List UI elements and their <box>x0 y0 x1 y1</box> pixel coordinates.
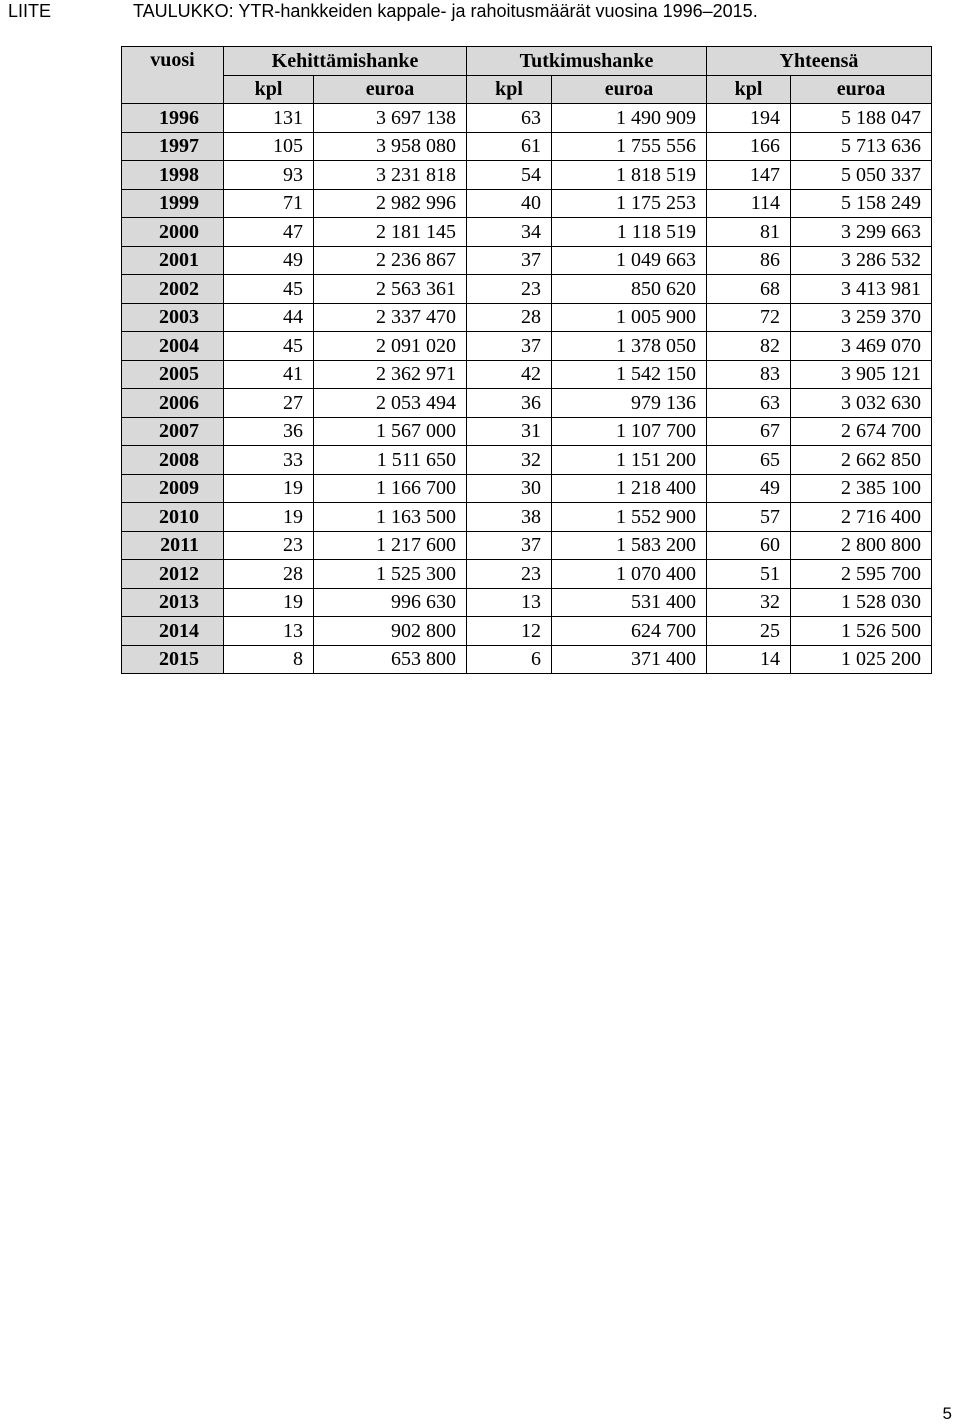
cell-yhteensa-kpl: 82 <box>707 332 791 361</box>
subheader-kpl: kpl <box>467 75 552 104</box>
cell-tutkimushanke-kpl: 31 <box>467 417 552 446</box>
cell-year: 2000 <box>122 218 224 247</box>
cell-yhteensa-euroa: 2 662 850 <box>791 446 932 475</box>
cell-yhteensa-euroa: 5 050 337 <box>791 161 932 190</box>
cell-kehittamishanke-kpl: 36 <box>224 417 314 446</box>
cell-tutkimushanke-kpl: 13 <box>467 588 552 617</box>
table-row <box>122 275 932 304</box>
table-row <box>122 560 932 589</box>
subheader-euroa: euroa <box>552 75 707 104</box>
cell-tutkimushanke-euroa: 1 490 909 <box>552 104 707 133</box>
cell-yhteensa-euroa: 5 188 047 <box>791 104 932 133</box>
cell-yhteensa-kpl: 83 <box>707 360 791 389</box>
cell-kehittamishanke-euroa: 1 525 300 <box>314 560 467 589</box>
cell-kehittamishanke-euroa: 2 053 494 <box>314 389 467 418</box>
cell-yhteensa-kpl: 67 <box>707 417 791 446</box>
cell-tutkimushanke-euroa: 1 118 519 <box>552 218 707 247</box>
cell-year: 2014 <box>122 617 224 646</box>
cell-yhteensa-euroa: 1 528 030 <box>791 588 932 617</box>
cell-tutkimushanke-kpl: 23 <box>467 275 552 304</box>
cell-tutkimushanke-euroa: 850 620 <box>552 275 707 304</box>
group-header-kehittamishanke: Kehittämishanke <box>224 47 467 76</box>
cell-kehittamishanke-kpl: 105 <box>224 132 314 161</box>
table-row <box>122 360 932 389</box>
cell-year: 2001 <box>122 246 224 275</box>
cell-tutkimushanke-euroa: 1 107 700 <box>552 417 707 446</box>
table-row <box>122 332 932 361</box>
cell-yhteensa-euroa: 2 716 400 <box>791 503 932 532</box>
page-number: 5 <box>942 1404 952 1423</box>
cell-tutkimushanke-euroa: 1 755 556 <box>552 132 707 161</box>
table-row <box>122 246 932 275</box>
cell-kehittamishanke-euroa: 1 163 500 <box>314 503 467 532</box>
cell-tutkimushanke-kpl: 30 <box>467 474 552 503</box>
cell-yhteensa-kpl: 81 <box>707 218 791 247</box>
cell-year: 2015 <box>122 645 224 674</box>
cell-kehittamishanke-euroa: 3 958 080 <box>314 132 467 161</box>
table-caption: TAULUKKO: YTR-hankkeiden kappale- ja rahoitusmäärät vuosina 1996–2015. <box>133 1 758 21</box>
cell-yhteensa-kpl: 60 <box>707 531 791 560</box>
table-row <box>122 617 932 646</box>
cell-kehittamishanke-euroa: 1 511 650 <box>314 446 467 475</box>
cell-kehittamishanke-kpl: 13 <box>224 617 314 646</box>
cell-tutkimushanke-euroa: 1 175 253 <box>552 189 707 218</box>
cell-yhteensa-euroa: 1 025 200 <box>791 645 932 674</box>
cell-yhteensa-kpl: 68 <box>707 275 791 304</box>
cell-yhteensa-kpl: 114 <box>707 189 791 218</box>
cell-yhteensa-euroa: 5 713 636 <box>791 132 932 161</box>
group-header-tutkimushanke: Tutkimushanke <box>467 47 707 76</box>
cell-kehittamishanke-kpl: 45 <box>224 275 314 304</box>
cell-tutkimushanke-kpl: 32 <box>467 446 552 475</box>
table-row <box>122 531 932 560</box>
cell-tutkimushanke-euroa: 1 378 050 <box>552 332 707 361</box>
cell-kehittamishanke-euroa: 996 630 <box>314 588 467 617</box>
cell-kehittamishanke-euroa: 1 166 700 <box>314 474 467 503</box>
cell-yhteensa-kpl: 14 <box>707 645 791 674</box>
cell-tutkimushanke-euroa: 1 151 200 <box>552 446 707 475</box>
cell-yhteensa-kpl: 65 <box>707 446 791 475</box>
cell-tutkimushanke-euroa: 1 818 519 <box>552 161 707 190</box>
cell-yhteensa-kpl: 32 <box>707 588 791 617</box>
cell-kehittamishanke-kpl: 8 <box>224 645 314 674</box>
cell-tutkimushanke-kpl: 63 <box>467 104 552 133</box>
cell-yhteensa-euroa: 3 905 121 <box>791 360 932 389</box>
cell-yhteensa-kpl: 25 <box>707 617 791 646</box>
table-row <box>122 389 932 418</box>
cell-kehittamishanke-kpl: 19 <box>224 474 314 503</box>
cell-yhteensa-kpl: 57 <box>707 503 791 532</box>
cell-tutkimushanke-kpl: 42 <box>467 360 552 389</box>
cell-year: 2009 <box>122 474 224 503</box>
cell-tutkimushanke-euroa: 1 005 900 <box>552 303 707 332</box>
cell-kehittamishanke-kpl: 47 <box>224 218 314 247</box>
cell-tutkimushanke-euroa: 531 400 <box>552 588 707 617</box>
cell-year: 2006 <box>122 389 224 418</box>
cell-tutkimushanke-euroa: 979 136 <box>552 389 707 418</box>
cell-yhteensa-euroa: 2 595 700 <box>791 560 932 589</box>
cell-year: 2002 <box>122 275 224 304</box>
cell-year: 1998 <box>122 161 224 190</box>
cell-kehittamishanke-kpl: 131 <box>224 104 314 133</box>
table-row <box>122 503 932 532</box>
cell-tutkimushanke-euroa: 1 070 400 <box>552 560 707 589</box>
table-body <box>122 104 932 674</box>
cell-tutkimushanke-euroa: 1 218 400 <box>552 474 707 503</box>
cell-kehittamishanke-kpl: 49 <box>224 246 314 275</box>
document-header <box>0 0 960 26</box>
cell-kehittamishanke-euroa: 2 236 867 <box>314 246 467 275</box>
cell-year: 2011 <box>122 531 224 560</box>
year-column-header: vuosi <box>122 47 224 104</box>
subheader-euroa: euroa <box>791 75 932 104</box>
cell-yhteensa-euroa: 2 800 800 <box>791 531 932 560</box>
cell-yhteensa-euroa: 3 299 663 <box>791 218 932 247</box>
table-row <box>122 303 932 332</box>
table-row <box>122 132 932 161</box>
cell-kehittamishanke-euroa: 3 697 138 <box>314 104 467 133</box>
cell-year: 2012 <box>122 560 224 589</box>
cell-year: 2010 <box>122 503 224 532</box>
cell-yhteensa-euroa: 3 469 070 <box>791 332 932 361</box>
cell-kehittamishanke-kpl: 28 <box>224 560 314 589</box>
cell-tutkimushanke-kpl: 23 <box>467 560 552 589</box>
cell-yhteensa-euroa: 2 385 100 <box>791 474 932 503</box>
cell-yhteensa-euroa: 2 674 700 <box>791 417 932 446</box>
cell-year: 2013 <box>122 588 224 617</box>
cell-tutkimushanke-kpl: 28 <box>467 303 552 332</box>
cell-kehittamishanke-kpl: 23 <box>224 531 314 560</box>
cell-year: 2007 <box>122 417 224 446</box>
cell-tutkimushanke-euroa: 1 049 663 <box>552 246 707 275</box>
cell-yhteensa-kpl: 51 <box>707 560 791 589</box>
cell-tutkimushanke-euroa: 1 542 150 <box>552 360 707 389</box>
cell-year: 2005 <box>122 360 224 389</box>
cell-kehittamishanke-euroa: 653 800 <box>314 645 467 674</box>
cell-yhteensa-kpl: 63 <box>707 389 791 418</box>
cell-kehittamishanke-kpl: 71 <box>224 189 314 218</box>
cell-yhteensa-euroa: 3 259 370 <box>791 303 932 332</box>
cell-yhteensa-kpl: 147 <box>707 161 791 190</box>
cell-year: 1997 <box>122 132 224 161</box>
cell-tutkimushanke-kpl: 12 <box>467 617 552 646</box>
subheader-kpl: kpl <box>707 75 791 104</box>
cell-tutkimushanke-kpl: 36 <box>467 389 552 418</box>
cell-kehittamishanke-euroa: 1 217 600 <box>314 531 467 560</box>
cell-kehittamishanke-kpl: 45 <box>224 332 314 361</box>
table-row <box>122 474 932 503</box>
cell-tutkimushanke-kpl: 54 <box>467 161 552 190</box>
cell-year: 2008 <box>122 446 224 475</box>
cell-kehittamishanke-kpl: 19 <box>224 588 314 617</box>
cell-tutkimushanke-kpl: 37 <box>467 531 552 560</box>
cell-kehittamishanke-euroa: 2 563 361 <box>314 275 467 304</box>
cell-kehittamishanke-kpl: 27 <box>224 389 314 418</box>
subheader-euroa: euroa <box>314 75 467 104</box>
table-row <box>122 104 932 133</box>
cell-kehittamishanke-euroa: 2 982 996 <box>314 189 467 218</box>
cell-yhteensa-euroa: 3 413 981 <box>791 275 932 304</box>
cell-kehittamishanke-euroa: 2 362 971 <box>314 360 467 389</box>
table-row <box>122 161 932 190</box>
cell-year: 1996 <box>122 104 224 133</box>
table-row <box>122 189 932 218</box>
cell-yhteensa-euroa: 1 526 500 <box>791 617 932 646</box>
cell-tutkimushanke-euroa: 1 552 900 <box>552 503 707 532</box>
funding-table <box>121 46 932 674</box>
subheader-kpl: kpl <box>224 75 314 104</box>
cell-kehittamishanke-kpl: 41 <box>224 360 314 389</box>
cell-kehittamishanke-euroa: 1 567 000 <box>314 417 467 446</box>
group-header-yhteensa: Yhteensä <box>707 47 932 76</box>
cell-kehittamishanke-euroa: 3 231 818 <box>314 161 467 190</box>
cell-kehittamishanke-euroa: 2 337 470 <box>314 303 467 332</box>
cell-yhteensa-kpl: 194 <box>707 104 791 133</box>
cell-tutkimushanke-kpl: 40 <box>467 189 552 218</box>
cell-tutkimushanke-euroa: 371 400 <box>552 645 707 674</box>
cell-year: 2004 <box>122 332 224 361</box>
cell-tutkimushanke-kpl: 61 <box>467 132 552 161</box>
table-row <box>122 218 932 247</box>
cell-yhteensa-euroa: 3 032 630 <box>791 389 932 418</box>
cell-yhteensa-kpl: 72 <box>707 303 791 332</box>
table-row <box>122 588 932 617</box>
cell-kehittamishanke-kpl: 44 <box>224 303 314 332</box>
cell-yhteensa-kpl: 166 <box>707 132 791 161</box>
cell-kehittamishanke-euroa: 2 181 145 <box>314 218 467 247</box>
cell-year: 2003 <box>122 303 224 332</box>
cell-yhteensa-euroa: 3 286 532 <box>791 246 932 275</box>
cell-tutkimushanke-kpl: 37 <box>467 246 552 275</box>
table-row <box>122 645 932 674</box>
subheader-row <box>122 75 932 104</box>
table-row <box>122 417 932 446</box>
cell-tutkimushanke-kpl: 6 <box>467 645 552 674</box>
cell-kehittamishanke-kpl: 93 <box>224 161 314 190</box>
group-header-row <box>122 47 932 76</box>
cell-yhteensa-euroa: 5 158 249 <box>791 189 932 218</box>
cell-tutkimushanke-kpl: 34 <box>467 218 552 247</box>
cell-yhteensa-kpl: 86 <box>707 246 791 275</box>
table-row <box>122 446 932 475</box>
appendix-label: LIITE <box>8 1 52 21</box>
cell-yhteensa-kpl: 49 <box>707 474 791 503</box>
cell-kehittamishanke-euroa: 2 091 020 <box>314 332 467 361</box>
cell-kehittamishanke-kpl: 33 <box>224 446 314 475</box>
cell-tutkimushanke-kpl: 37 <box>467 332 552 361</box>
cell-kehittamishanke-kpl: 19 <box>224 503 314 532</box>
cell-tutkimushanke-kpl: 38 <box>467 503 552 532</box>
cell-tutkimushanke-euroa: 624 700 <box>552 617 707 646</box>
cell-year: 1999 <box>122 189 224 218</box>
cell-kehittamishanke-euroa: 902 800 <box>314 617 467 646</box>
cell-tutkimushanke-euroa: 1 583 200 <box>552 531 707 560</box>
table-head <box>122 47 932 104</box>
